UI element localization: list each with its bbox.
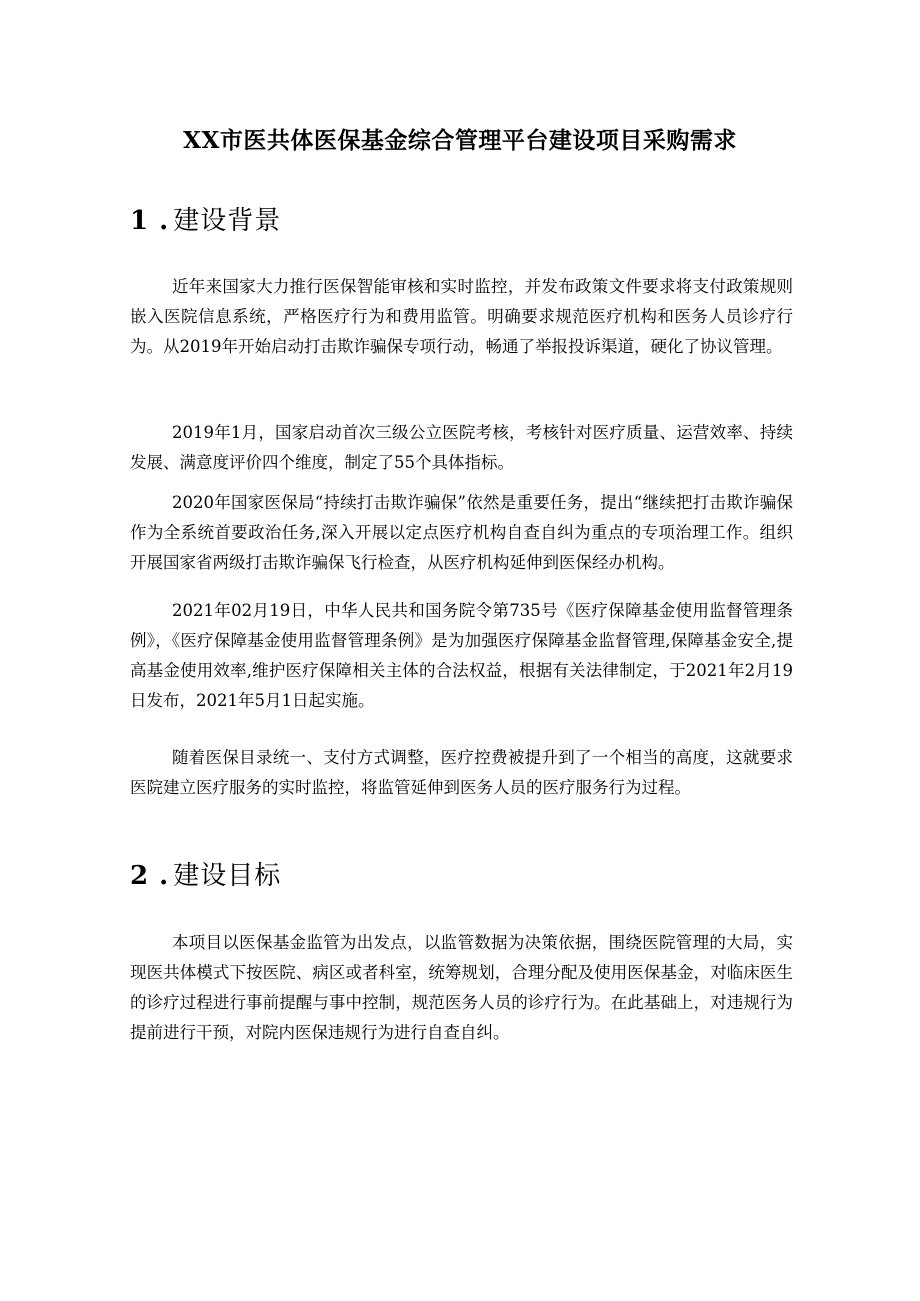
paragraph: 2021年02月19日，中华人民共和国务院令第735号《医疗保障基金使用监督管理条例》，《医疗保障基金使用监督管理条例》是为加强医疗保障基金监督管理,保障基金安全,提高基金使用效率,维护医疗保障相关主体的合法权益，根据有关法律制定，于2021年2月19日发布，2021年5月1日起实施。 bbox=[130, 601, 793, 710]
section-heading-text: 建设目标 bbox=[173, 861, 282, 891]
section-number: 1 . bbox=[130, 206, 170, 236]
paragraph: 近年来国家大力推行医保智能审核和实时监控，并发布政策文件要求将支付政策规则嵌入医院信息系统，严格医疗行为和费用监管。明确要求规范医疗机构和医务人员诊疗行为。从2019年开始启动打击欺诈骗保专项行动，畅通了举报投诉渠道，硬化了协议管理。 bbox=[130, 277, 793, 356]
paragraph: 本项目以医保基金监管为出发点，以监管数据为决策依据，围绕医院管理的大局，实现医共体模式下按医院、病区或者科室，统筹规划，合理分配及使用医保基金，对临床医生的诊疗过程进行事前提醒与事中控制，规范医务人员的诊疗行为。在此基础上，对违规行为提前进行干预，对院内医保违规行为进行自查自纠。 bbox=[130, 933, 793, 1042]
document-title: XX市医共体医保基金综合管理平台建设项目采购需求 bbox=[183, 127, 737, 154]
section-heading-goals bbox=[130, 855, 281, 892]
paragraph: 2020年国家医保局“持续打击欺诈骗保”依然是重要任务，提出“继续把打击欺诈骗保作为全系统首要政治任务,深入开展以定点医疗机构自查自纠为重点的专项治理工作。组织开展国家省两级打击欺诈骗保飞行检查，从医疗机构延伸到医保经办机构。 bbox=[130, 493, 793, 572]
section-heading-background bbox=[130, 200, 281, 237]
paragraph: 2019年1月，国家启动首次三级公立医院考核，考核针对医疗质量、运营效率、持续发展、满意度评价四个维度，制定了55个具体指标。 bbox=[130, 423, 793, 472]
paragraph: 随着医保目录统一、支付方式调整，医疗控费被提升到了一个相当的高度，这就要求医院建立医疗服务的实时监控，将监管延伸到医务人员的医疗服务行为过程。 bbox=[130, 748, 793, 797]
section-heading-text: 建设背景 bbox=[173, 206, 282, 236]
section-number: 2 . bbox=[130, 861, 170, 891]
